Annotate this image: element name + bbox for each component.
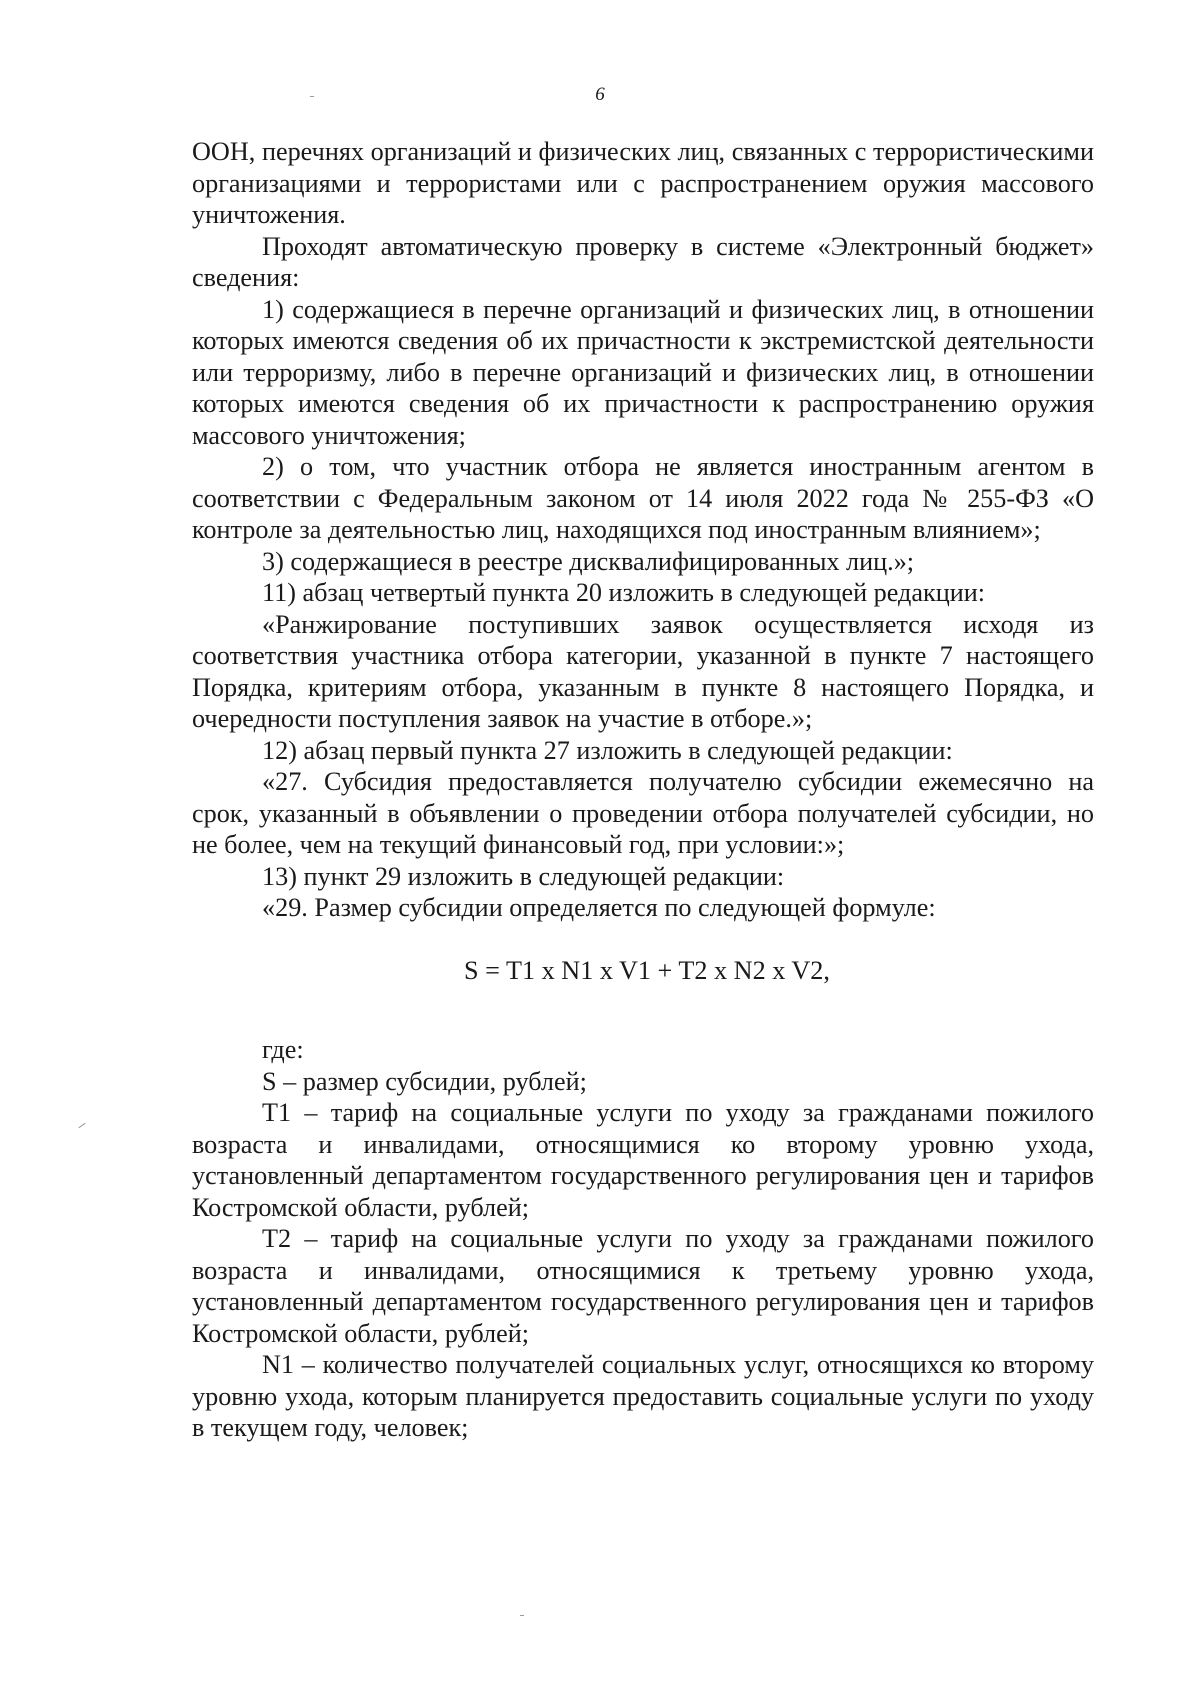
definition-intro: где: (262, 1035, 304, 1064)
paragraph: 13) пункт 29 изложить в следующей редакции: (262, 861, 785, 891)
document-body (192, 136, 1094, 1444)
scan-speck (520, 1615, 524, 1616)
definition-item: N1 – количество получателей социальных услуг, относящихся ко второму уровню ухода, которым планируется предоставить социальные услуги по уходу в текущем году, человек; (192, 1350, 1094, 1442)
scan-speck (310, 96, 314, 97)
formula: S = T1 x N1 x V1 + T2 x N2 x V2, (464, 955, 830, 985)
definition-item: S – размер субсидии, рублей; (262, 1066, 587, 1096)
scan-speck (78, 1123, 85, 1128)
paragraph: 3) содержащиеся в реестре дисквалифицированных лиц.»; (262, 546, 915, 576)
paragraph: 1) содержащиеся в перечне организаций и физических лиц, в отношении которых имеются сведения об их причастности к экстремистской деятельности или терроризму, либо в перечне организаций и физических лиц, в отношении которых имеются сведения об их причастности к распространению оружия массового уничтожения; (192, 294, 1094, 450)
page-number: 6 (595, 84, 605, 105)
paragraph: «27. Субсидия предоставляется получателю субсидии ежемесячно на срок, указанный в объявлении о проведении отбора получателей субсидии, но не более, чем на текущий финансовый год, при условии:»; (192, 767, 1094, 859)
definition-item: T2 – тариф на социальные услуги по уходу за гражданами пожилого возраста и инвалидами, относящимися к третьему уровню ухода, установленный департаментом государственного регулирования цен и тарифов Костромской области, рублей; (192, 1224, 1094, 1348)
paragraph: 2) о том, что участник отбора не является иностранным агентом в соответствии с Федеральным законом от 14 июля 2022 года № 255-ФЗ «О контроле за деятельностью лиц, находящихся под иностранным влиянием»; (192, 452, 1094, 544)
paragraph: Проходят автоматическую проверку в системе «Электронный бюджет» сведения: (192, 231, 1094, 292)
paragraph: 11) абзац четвертый пункта 20 изложить в следующей редакции: (262, 578, 986, 607)
definition-item: T1 – тариф на социальные услуги по уходу за гражданами пожилого возраста и инвалидами, относящимися ко второму уровню ухода, установленный департаментом государственного регулирования цен и тарифов Костромской области, рублей; (192, 1098, 1094, 1222)
paragraph: «29. Размер субсидии определяется по следующей формуле: (262, 893, 936, 922)
paragraph: «Ранжирование поступивших заявок осуществляется исходя из соответствия участника отбора категории, указанной в пункте 7 настоящего Порядка, критериям отбора, указанным в пункте 8 настоящего Порядка, и очередности поступления заявок на участие в отборе.»; (192, 609, 1094, 733)
paragraph: 12) абзац первый пункта 27 изложить в следующей редакции: (262, 735, 953, 765)
paragraph: ООН, перечнях организаций и физических лиц, связанных с террористическими организациями и террористами или с распространением оружия массового уничтожения. (192, 137, 1094, 229)
